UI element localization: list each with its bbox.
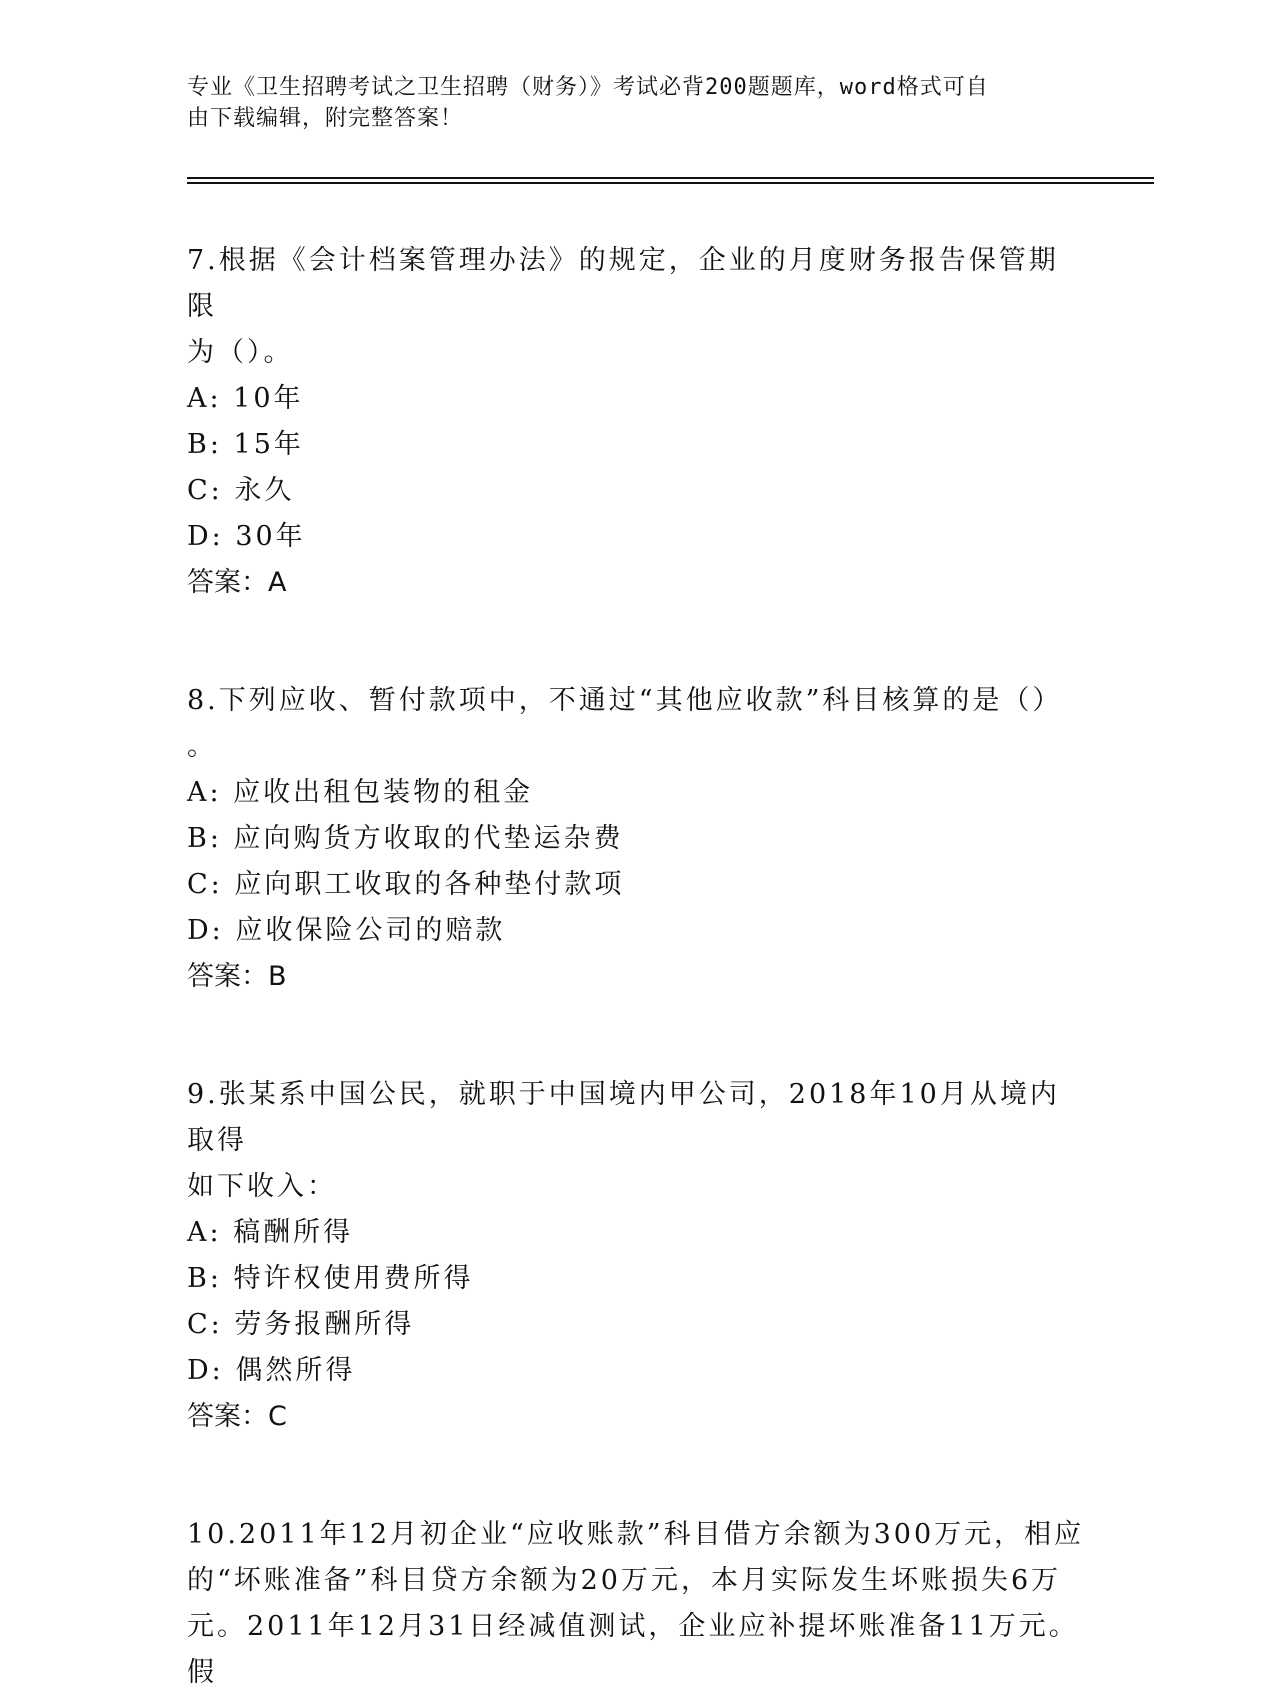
answer-label: 答案：C [187, 1401, 287, 1432]
option-c: C: 应向职工收取的各种垫付款项 [187, 869, 625, 900]
question-text-line: 的“坏账准备”科目贷方余额为20万元，本月实际发生坏账损失6万 [187, 1565, 1062, 1596]
question-text-line: 9.张某系中国公民，就职于中国境内甲公司，2018年10月从境内取得 [187, 1079, 1060, 1156]
question-7 [187, 238, 1087, 606]
question-text-line: 。 [187, 731, 217, 762]
option-d: D: 30年 [187, 521, 306, 552]
option-b: B: 应向购货方收取的代垫运杂费 [187, 823, 624, 854]
answer-label: 答案：B [187, 961, 287, 992]
header-divider-bottom [187, 182, 1154, 184]
option-c: C: 永久 [187, 475, 295, 506]
question-9 [187, 1072, 1087, 1440]
document-header [187, 72, 1067, 134]
question-text-line: 如下收入： [187, 1171, 337, 1202]
question-text-line: 8.下列应收、暂付款项中，不通过“其他应收款”科目核算的是（） [187, 685, 1063, 716]
header-divider-top [187, 177, 1154, 179]
question-text-line: 为（）。 [187, 337, 294, 368]
question-text-line: 10.2011年12月初企业“应收账款”科目借方余额为300万元，相应 [187, 1519, 1085, 1550]
question-text-line: 7.根据《会计档案管理办法》的规定，企业的月度财务报告保管期限 [187, 245, 1059, 322]
option-b: B: 特许权使用费所得 [187, 1263, 474, 1294]
option-d: D: 偶然所得 [187, 1355, 356, 1386]
option-c: C: 劳务报酬所得 [187, 1309, 415, 1340]
option-d: D: 应收保险公司的赔款 [187, 915, 506, 946]
question-text-line: 元。2011年12月31日经减值测试，企业应补提坏账准备11万元。假 [187, 1611, 1079, 1688]
answer-label: 答案：A [187, 567, 287, 598]
header-line-1: 专业《卫生招聘考试之卫生招聘（财务）》考试必背200题题库，word格式可自 [187, 75, 989, 100]
questions-list [187, 238, 1087, 1696]
question-8 [187, 678, 1087, 1000]
option-a: A: 稿酬所得 [187, 1217, 354, 1248]
option-b: B: 15年 [187, 429, 304, 460]
option-a: A: 10年 [187, 383, 304, 414]
question-10 [187, 1512, 1087, 1696]
option-a: A: 应收出租包装物的租金 [187, 777, 534, 808]
header-line-2: 由下载编辑，附完整答案！ [187, 106, 464, 131]
